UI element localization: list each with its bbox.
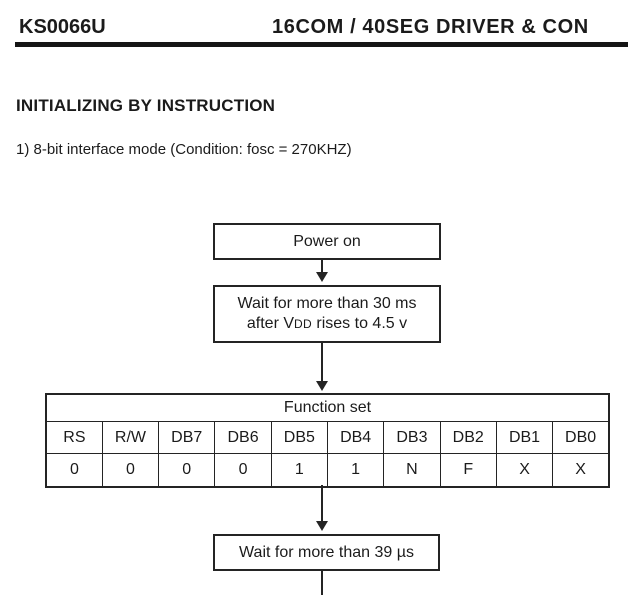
flow-connector-line [321,343,323,381]
wait-30ms-line2 [247,314,407,334]
wait-30ms-line2-suffix: rises to 4.5 v [311,315,408,332]
flow-node-wait-39us [213,534,440,571]
column-header-rw: R/W [102,422,158,454]
column-header-db4: DB4 [327,422,383,454]
section-subtitle: 1) 8-bit interface mode (Condition: fosc = 270KHZ) [16,141,352,158]
bit-value-db4: 1 [327,454,383,488]
flow-node-power-on [213,223,441,260]
bit-value-db0: X [553,454,609,488]
table-value-row [46,454,609,488]
column-header-db6: DB6 [215,422,271,454]
bit-value-db5: 1 [271,454,327,488]
document-part-number: KS0066U [19,16,106,38]
flow-connector-line [321,570,323,595]
bit-value-db1: X [496,454,552,488]
flow-connector-line [321,259,323,273]
bit-value-db2: F [440,454,496,488]
bit-value-db6: 0 [215,454,271,488]
table-title: Function set [46,394,609,422]
bit-value-db7: 0 [159,454,215,488]
header-divider [15,42,628,47]
power-on-label: Power on [293,232,361,250]
wait-30ms-line2-prefix: after V [246,315,295,332]
arrow-down-icon [316,521,328,531]
arrow-down-icon [316,381,328,391]
column-header-db1: DB1 [496,422,552,454]
flow-node-wait-30ms [213,285,441,343]
table-title-row [46,394,609,422]
section-title: INITIALIZING BY INSTRUCTION [16,96,276,115]
bit-value-rw: 0 [102,454,158,488]
column-header-db2: DB2 [440,422,496,454]
column-header-db0: DB0 [553,422,609,454]
function-set-table [45,393,610,488]
column-header-rs: RS [46,422,102,454]
vdd-subscript: DD [294,317,312,331]
wait-30ms-line1: Wait for more than 30 ms [237,295,417,312]
flow-connector-line [321,485,323,522]
column-header-db5: DB5 [271,422,327,454]
bit-value-db3: N [384,454,440,488]
arrow-down-icon [316,272,328,282]
wait-39us-label: Wait for more than 39 µs [239,543,414,561]
document-description: 16COM / 40SEG DRIVER & CON [272,16,589,38]
column-header-db7: DB7 [159,422,215,454]
column-header-db3: DB3 [384,422,440,454]
table-header-row [46,422,609,454]
bit-value-rs: 0 [46,454,102,488]
